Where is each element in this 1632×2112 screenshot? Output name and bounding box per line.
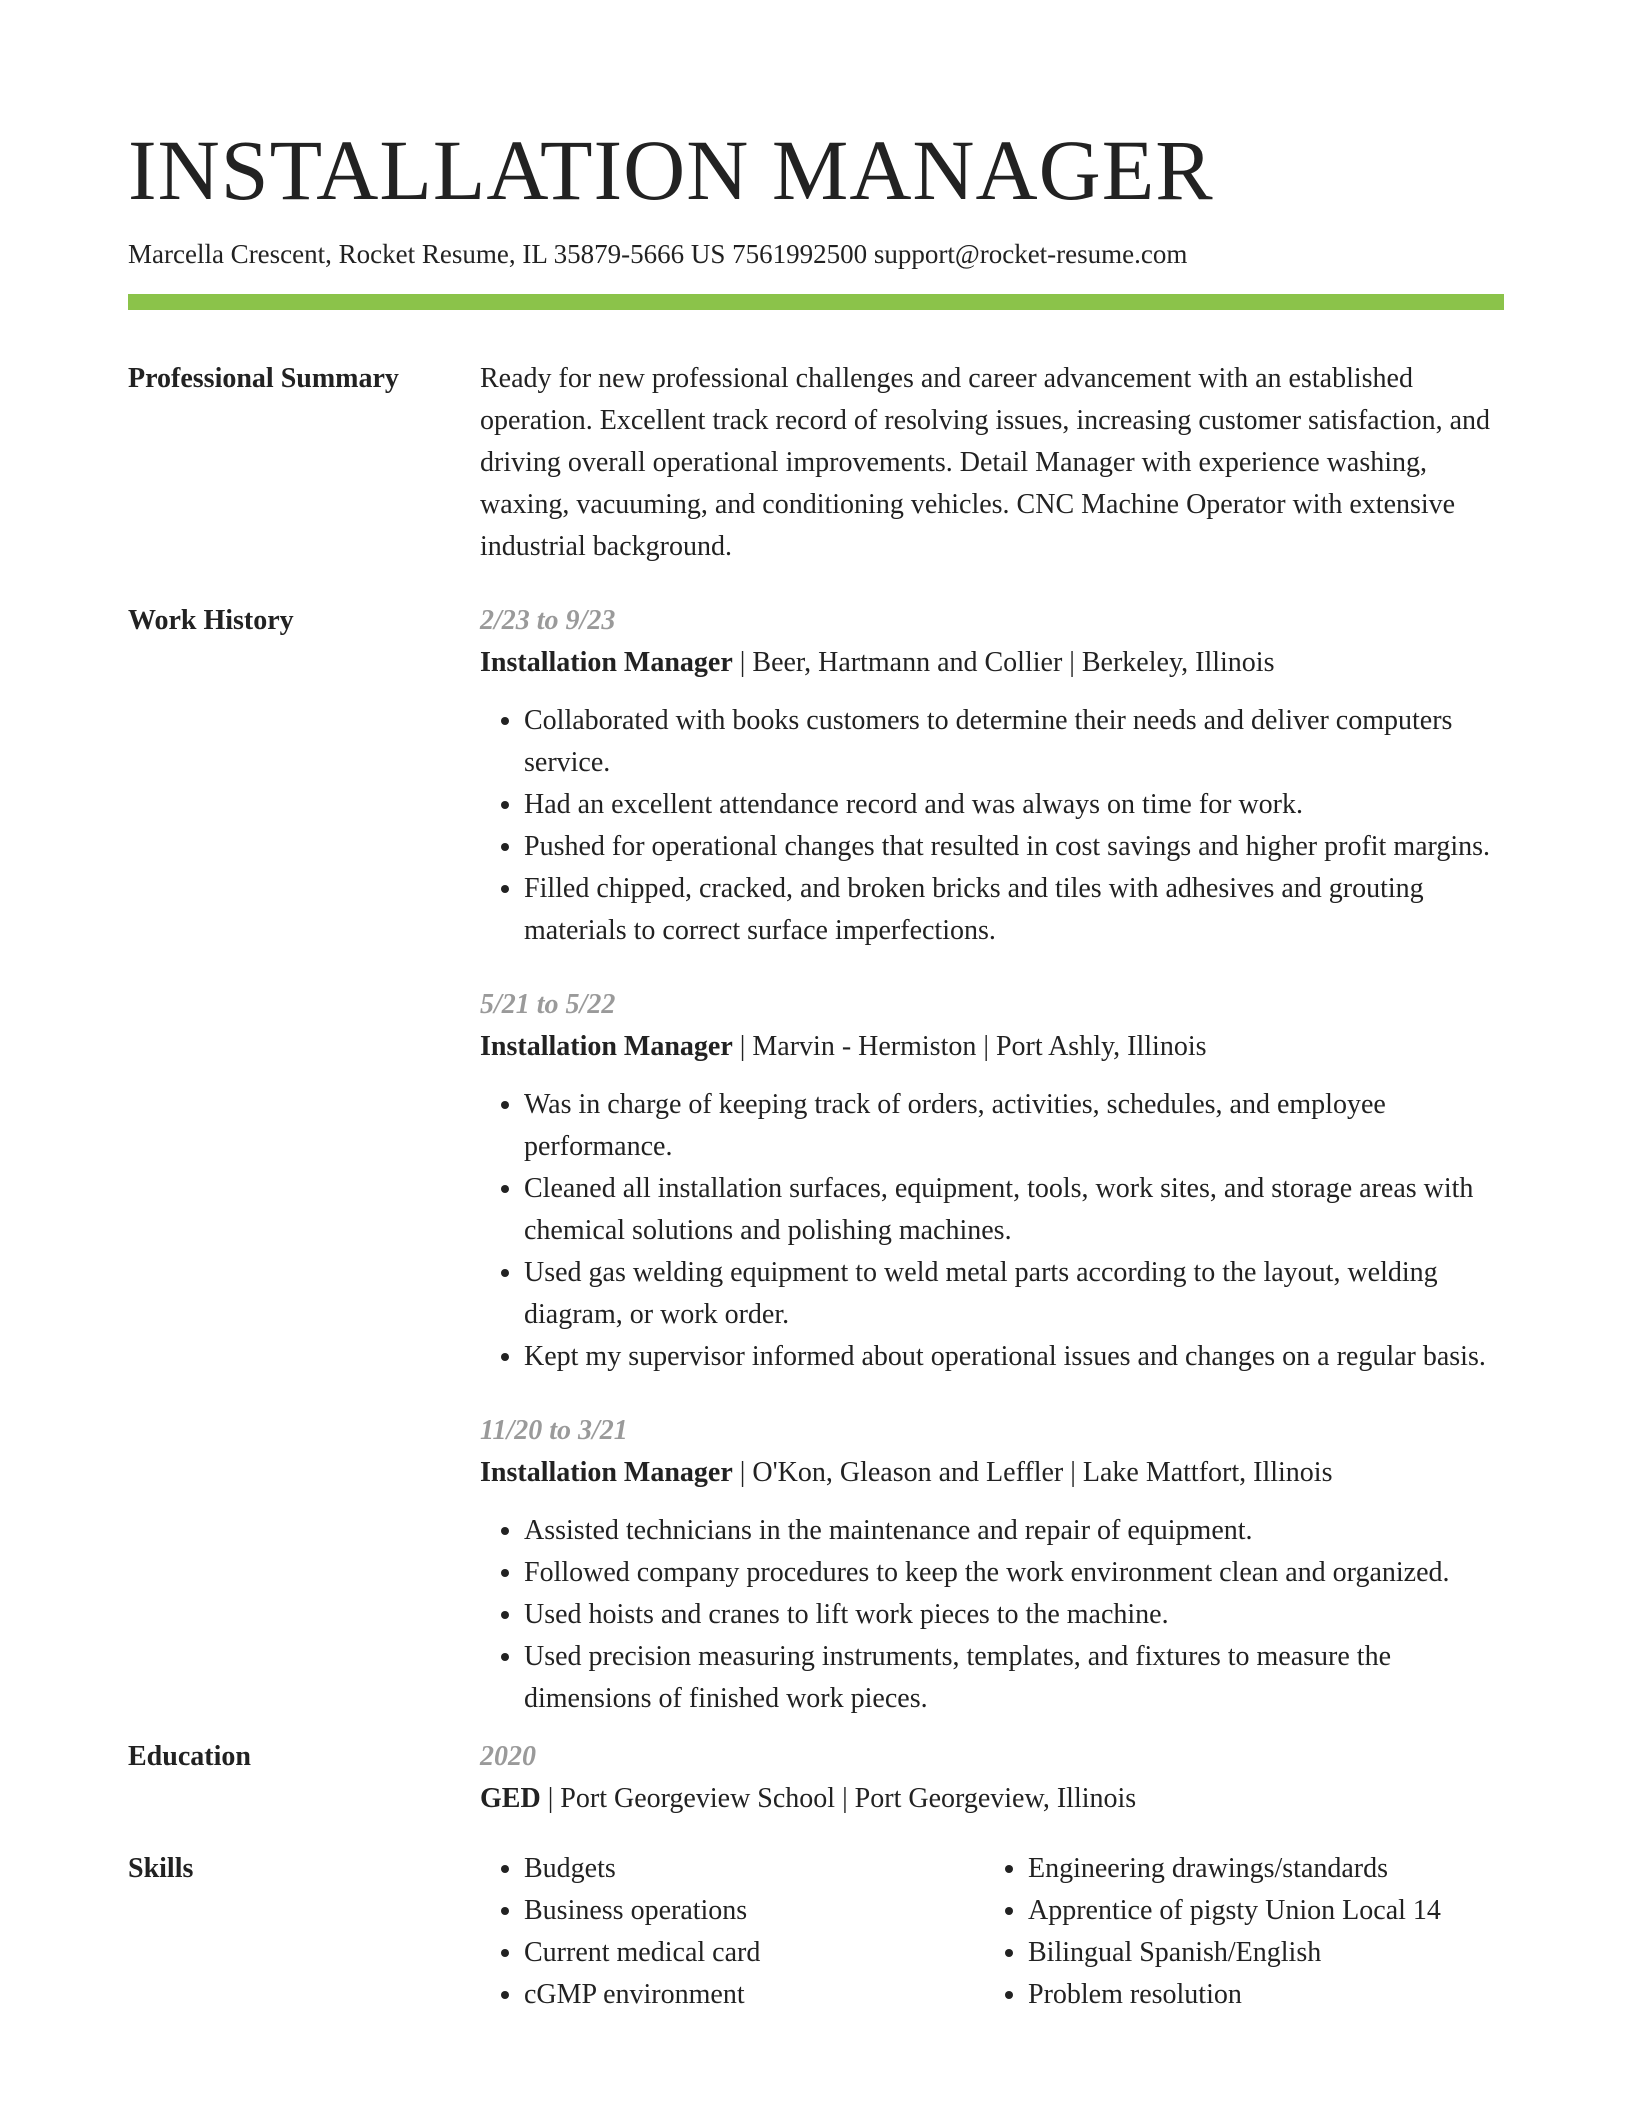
- job-details: | O'Kon, Gleason and Leffler | Lake Mattfort, Illinois: [732, 1457, 1333, 1488]
- job-dates: 2/23 to 9/23: [480, 605, 616, 636]
- list-item: • Cleaned all installation surfaces, equipment, tools, work sites, and storage areas with chemical solutions and polishing machines.: [524, 1168, 1504, 1252]
- summary-body: [480, 358, 1504, 568]
- list-item: • Current medical card: [524, 1932, 984, 1974]
- list-item: • Bilingual Spanish/English: [1028, 1932, 1488, 1974]
- job-bullets: [480, 700, 1504, 952]
- job-details: | Marvin - Hermiston | Port Ashly, Illinois: [732, 1031, 1207, 1062]
- list-item: • Used precision measuring instruments, templates, and fixtures to measure the dimensions of finished work pieces.: [524, 1636, 1504, 1720]
- list-item: • Apprentice of pigsty Union Local 14: [1028, 1890, 1488, 1932]
- education-details: | Port Georgeview School | Port Georgeview, Illinois: [540, 1783, 1137, 1814]
- skills-grid: [480, 1848, 1504, 2016]
- job-dates: 11/20 to 3/21: [480, 1415, 628, 1446]
- education-year: 2020: [480, 1741, 536, 1772]
- list-item: • Kept my supervisor informed about operational issues and changes on a regular basis.: [524, 1336, 1504, 1378]
- list-item: • Pushed for operational changes that resulted in cost savings and higher profit margins.: [524, 826, 1504, 868]
- job-role-line: [480, 642, 1504, 684]
- list-item: • Used hoists and cranes to lift work pieces to the machine.: [524, 1594, 1504, 1636]
- education-body: [480, 1736, 1504, 1820]
- job-role-line: [480, 1452, 1504, 1494]
- skills-list-left: [480, 1848, 984, 2016]
- list-item: • Problem resolution: [1028, 1974, 1488, 2016]
- list-item: • Followed company procedures to keep the work environment clean and organized.: [524, 1552, 1504, 1594]
- list-item: • Budgets: [524, 1848, 984, 1890]
- skills-section: [128, 1848, 1504, 2016]
- education-degree: GED: [480, 1783, 541, 1814]
- list-item: • Collaborated with books customers to determine their needs and deliver computers service.: [524, 700, 1504, 784]
- page-title: INSTALLATION MANAGER: [128, 122, 1214, 218]
- summary-section: [128, 358, 1504, 568]
- header-divider: [128, 294, 1504, 310]
- job-title: Installation Manager: [480, 1031, 733, 1062]
- job-role-line: [480, 1026, 1504, 1068]
- job-bullets: [480, 1084, 1504, 1378]
- list-item: • Used gas welding equipment to weld metal parts according to the layout, welding diagram, or work order.: [524, 1252, 1504, 1336]
- contact-line: Marcella Crescent, Rocket Resume, IL 35879-5666 US 7561992500 support@rocket-resume.com: [128, 239, 1188, 269]
- job-title: Installation Manager: [480, 647, 733, 678]
- list-item: • Assisted technicians in the maintenance and repair of equipment.: [524, 1510, 1504, 1552]
- list-item: • Had an excellent attendance record and was always on time for work.: [524, 784, 1504, 826]
- list-item: • Was in charge of keeping track of orders, activities, schedules, and employee performance.: [524, 1084, 1504, 1168]
- job-entry: [480, 600, 1504, 952]
- list-item: • cGMP environment: [524, 1974, 984, 2016]
- job-entry: [480, 1410, 1504, 1720]
- job-bullets: [480, 1510, 1504, 1720]
- job-title: Installation Manager: [480, 1457, 733, 1488]
- summary-label: Professional Summary: [128, 363, 399, 394]
- skills-body: [480, 1848, 1504, 2016]
- work-history-body: [480, 600, 1504, 1720]
- skills-list-right: [984, 1848, 1488, 2016]
- education-label: Education: [128, 1741, 251, 1772]
- list-item: • Filled chipped, cracked, and broken bricks and tiles with adhesives and grouting materials to correct surface imperfections.: [524, 868, 1504, 952]
- work-history-label: Work History: [128, 605, 294, 636]
- education-line: [480, 1778, 1504, 1820]
- list-item: • Engineering drawings/standards: [1028, 1848, 1488, 1890]
- skills-label: Skills: [128, 1853, 194, 1884]
- education-section: [128, 1736, 1504, 1820]
- job-dates: 5/21 to 5/22: [480, 989, 616, 1020]
- work-history-section: [128, 600, 1504, 1720]
- list-item: • Business operations: [524, 1890, 984, 1932]
- job-details: | Beer, Hartmann and Collier | Berkeley, Illinois: [732, 647, 1275, 678]
- job-entry: [480, 984, 1504, 1378]
- summary-text: Ready for new professional challenges and career advancement with an established operation. Excellent track record of resolving issues, increasing customer satisfaction, and driving overall operational improvements. Detail Manager with experience washing, waxing, vacuuming, and conditioning vehicles. CNC Machine Operator with extensive industrial background.: [480, 363, 1490, 562]
